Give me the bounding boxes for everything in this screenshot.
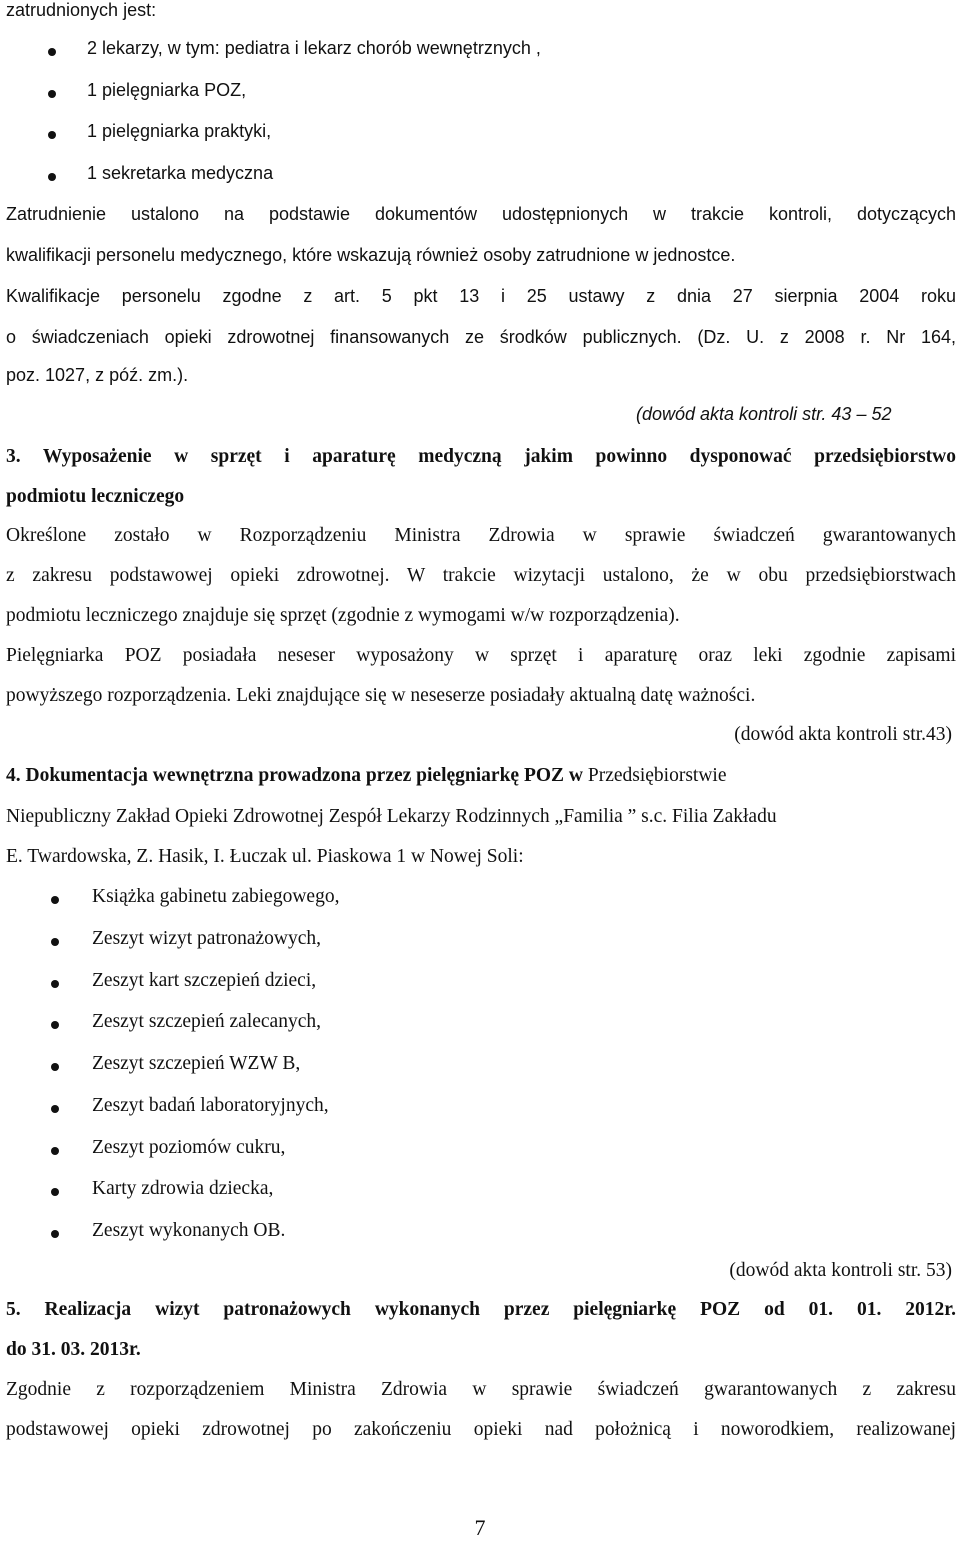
staff-item: 1 pielęgniarka praktyki, — [87, 121, 272, 141]
paragraph-line: Kwalifikacje personelu zgodne z art. 5 pkt 13 i 25 ustawy z dnia 27 sierpnia 2004 roku — [6, 286, 956, 306]
bullet-icon — [51, 1230, 59, 1238]
paragraph-line: Zatrudnienie ustalono na podstawie dokumentów udostępnionych w trakcie kontroli, dotyczących — [6, 204, 956, 224]
paragraph-line: o świadczeniach opieki zdrowotnej finansowanych ze środków publicznych. (Dz. U. z 2008 r. Nr 164, — [6, 327, 956, 347]
document-list-item: Zeszyt wykonanych OB. — [92, 1220, 286, 1241]
bullet-icon — [51, 1021, 59, 1029]
paragraph-line: E. Twardowska, Z. Hasik, I. Łuczak ul. Piaskowa 1 w Nowej Soli: — [6, 846, 524, 867]
bullet-icon — [51, 896, 59, 904]
evidence-reference: (dowód akta kontroli str.43) — [734, 724, 952, 745]
paragraph-line: powyższego rozporządzenia. Leki znajdujące się w neseserze posiadały aktualną datę ważności. — [6, 685, 756, 706]
paragraph-line: kwalifikacji personelu medycznego, które wskazują również osoby zatrudnione w jednostce. — [6, 245, 736, 265]
bullet-icon — [48, 131, 56, 139]
staff-item: 1 sekretarka medyczna — [87, 163, 274, 183]
paragraph-line: Niepubliczny Zakład Opieki Zdrowotnej Zespół Lekarzy Rodzinnych „Familia ” s.c. Filia Zakładu — [6, 806, 777, 827]
paragraph-line: Określone zostało w Rozporządzeniu Ministra Zdrowia w sprawie świadczeń gwarantowanych — [6, 525, 956, 546]
document-list-item: Zeszyt szczepień zalecanych, — [92, 1011, 321, 1032]
document-list-item: Zeszyt kart szczepień dzieci, — [92, 970, 317, 991]
section-heading: podmiotu leczniczego — [6, 486, 185, 507]
paragraph-line: poz. 1027, z póź. zm.). — [6, 365, 189, 385]
document-list-item: Zeszyt szczepień WZW B, — [92, 1053, 301, 1074]
evidence-reference: (dowód akta kontroli str. 53) — [729, 1260, 952, 1281]
paragraph-line: Pielęgniarka POZ posiadała neseser wyposażony w sprzęt i aparaturę oraz leki zgodnie zapisami — [6, 645, 956, 666]
section-heading: 3. Wyposażenie w sprzęt i aparaturę medyczną jakim powinno dysponować przedsiębiorstwo — [6, 446, 956, 467]
document-list-item: Książka gabinetu zabiegowego, — [92, 886, 340, 907]
document-list-item: Zeszyt badań laboratoryjnych, — [92, 1095, 329, 1116]
bullet-icon — [51, 1188, 59, 1196]
bullet-icon — [51, 1147, 59, 1155]
evidence-reference: (dowód akta kontroli str. 43 – 52 — [636, 404, 892, 424]
section-heading: 5. Realizacja wizyt patronażowych wykonanych przez pielęgniarkę POZ od 01. 01. 2012r. — [6, 1299, 956, 1320]
intro-text: zatrudnionych jest: — [6, 0, 157, 20]
bullet-icon — [48, 173, 56, 181]
section-heading: do 31. 03. 2013r. — [6, 1339, 141, 1360]
bullet-icon — [48, 90, 56, 98]
staff-item: 1 pielęgniarka POZ, — [87, 80, 247, 100]
document-list-item: Karty zdrowia dziecka, — [92, 1178, 274, 1199]
paragraph-line: podstawowej opieki zdrowotnej po zakończeniu opieki nad położnicą i noworodkiem, realizowanej — [6, 1419, 956, 1440]
staff-item: 2 lekarzy, w tym: pediatra i lekarz chorób wewnętrznych , — [87, 38, 541, 58]
section-heading — [6, 765, 727, 787]
paragraph-line: Zgodnie z rozporządzeniem Ministra Zdrowia w sprawie świadczeń gwarantowanych z zakresu — [6, 1379, 956, 1400]
bullet-icon — [51, 938, 59, 946]
document-list-item: Zeszyt poziomów cukru, — [92, 1137, 286, 1158]
bullet-icon — [51, 980, 59, 988]
page-number: 7 — [474, 1515, 486, 1540]
section-heading-rest: Przedsiębiorstwie — [583, 765, 727, 786]
paragraph-line: podmiotu leczniczego znajduje się sprzęt (zgodnie z wymogami w/w rozporządzenia). — [6, 605, 680, 626]
section-heading-bold: 4. Dokumentacja wewnętrzna prowadzona przez pielęgniarkę POZ w — [6, 765, 583, 786]
bullet-icon — [48, 48, 56, 56]
bullet-icon — [51, 1105, 59, 1113]
document-list-item: Zeszyt wizyt patronażowych, — [92, 928, 322, 949]
paragraph-line: z zakresu podstawowej opieki zdrowotnej. W trakcie wizytacji ustalono, że w obu przedsiębiorstwach — [6, 565, 956, 586]
bullet-icon — [51, 1063, 59, 1071]
